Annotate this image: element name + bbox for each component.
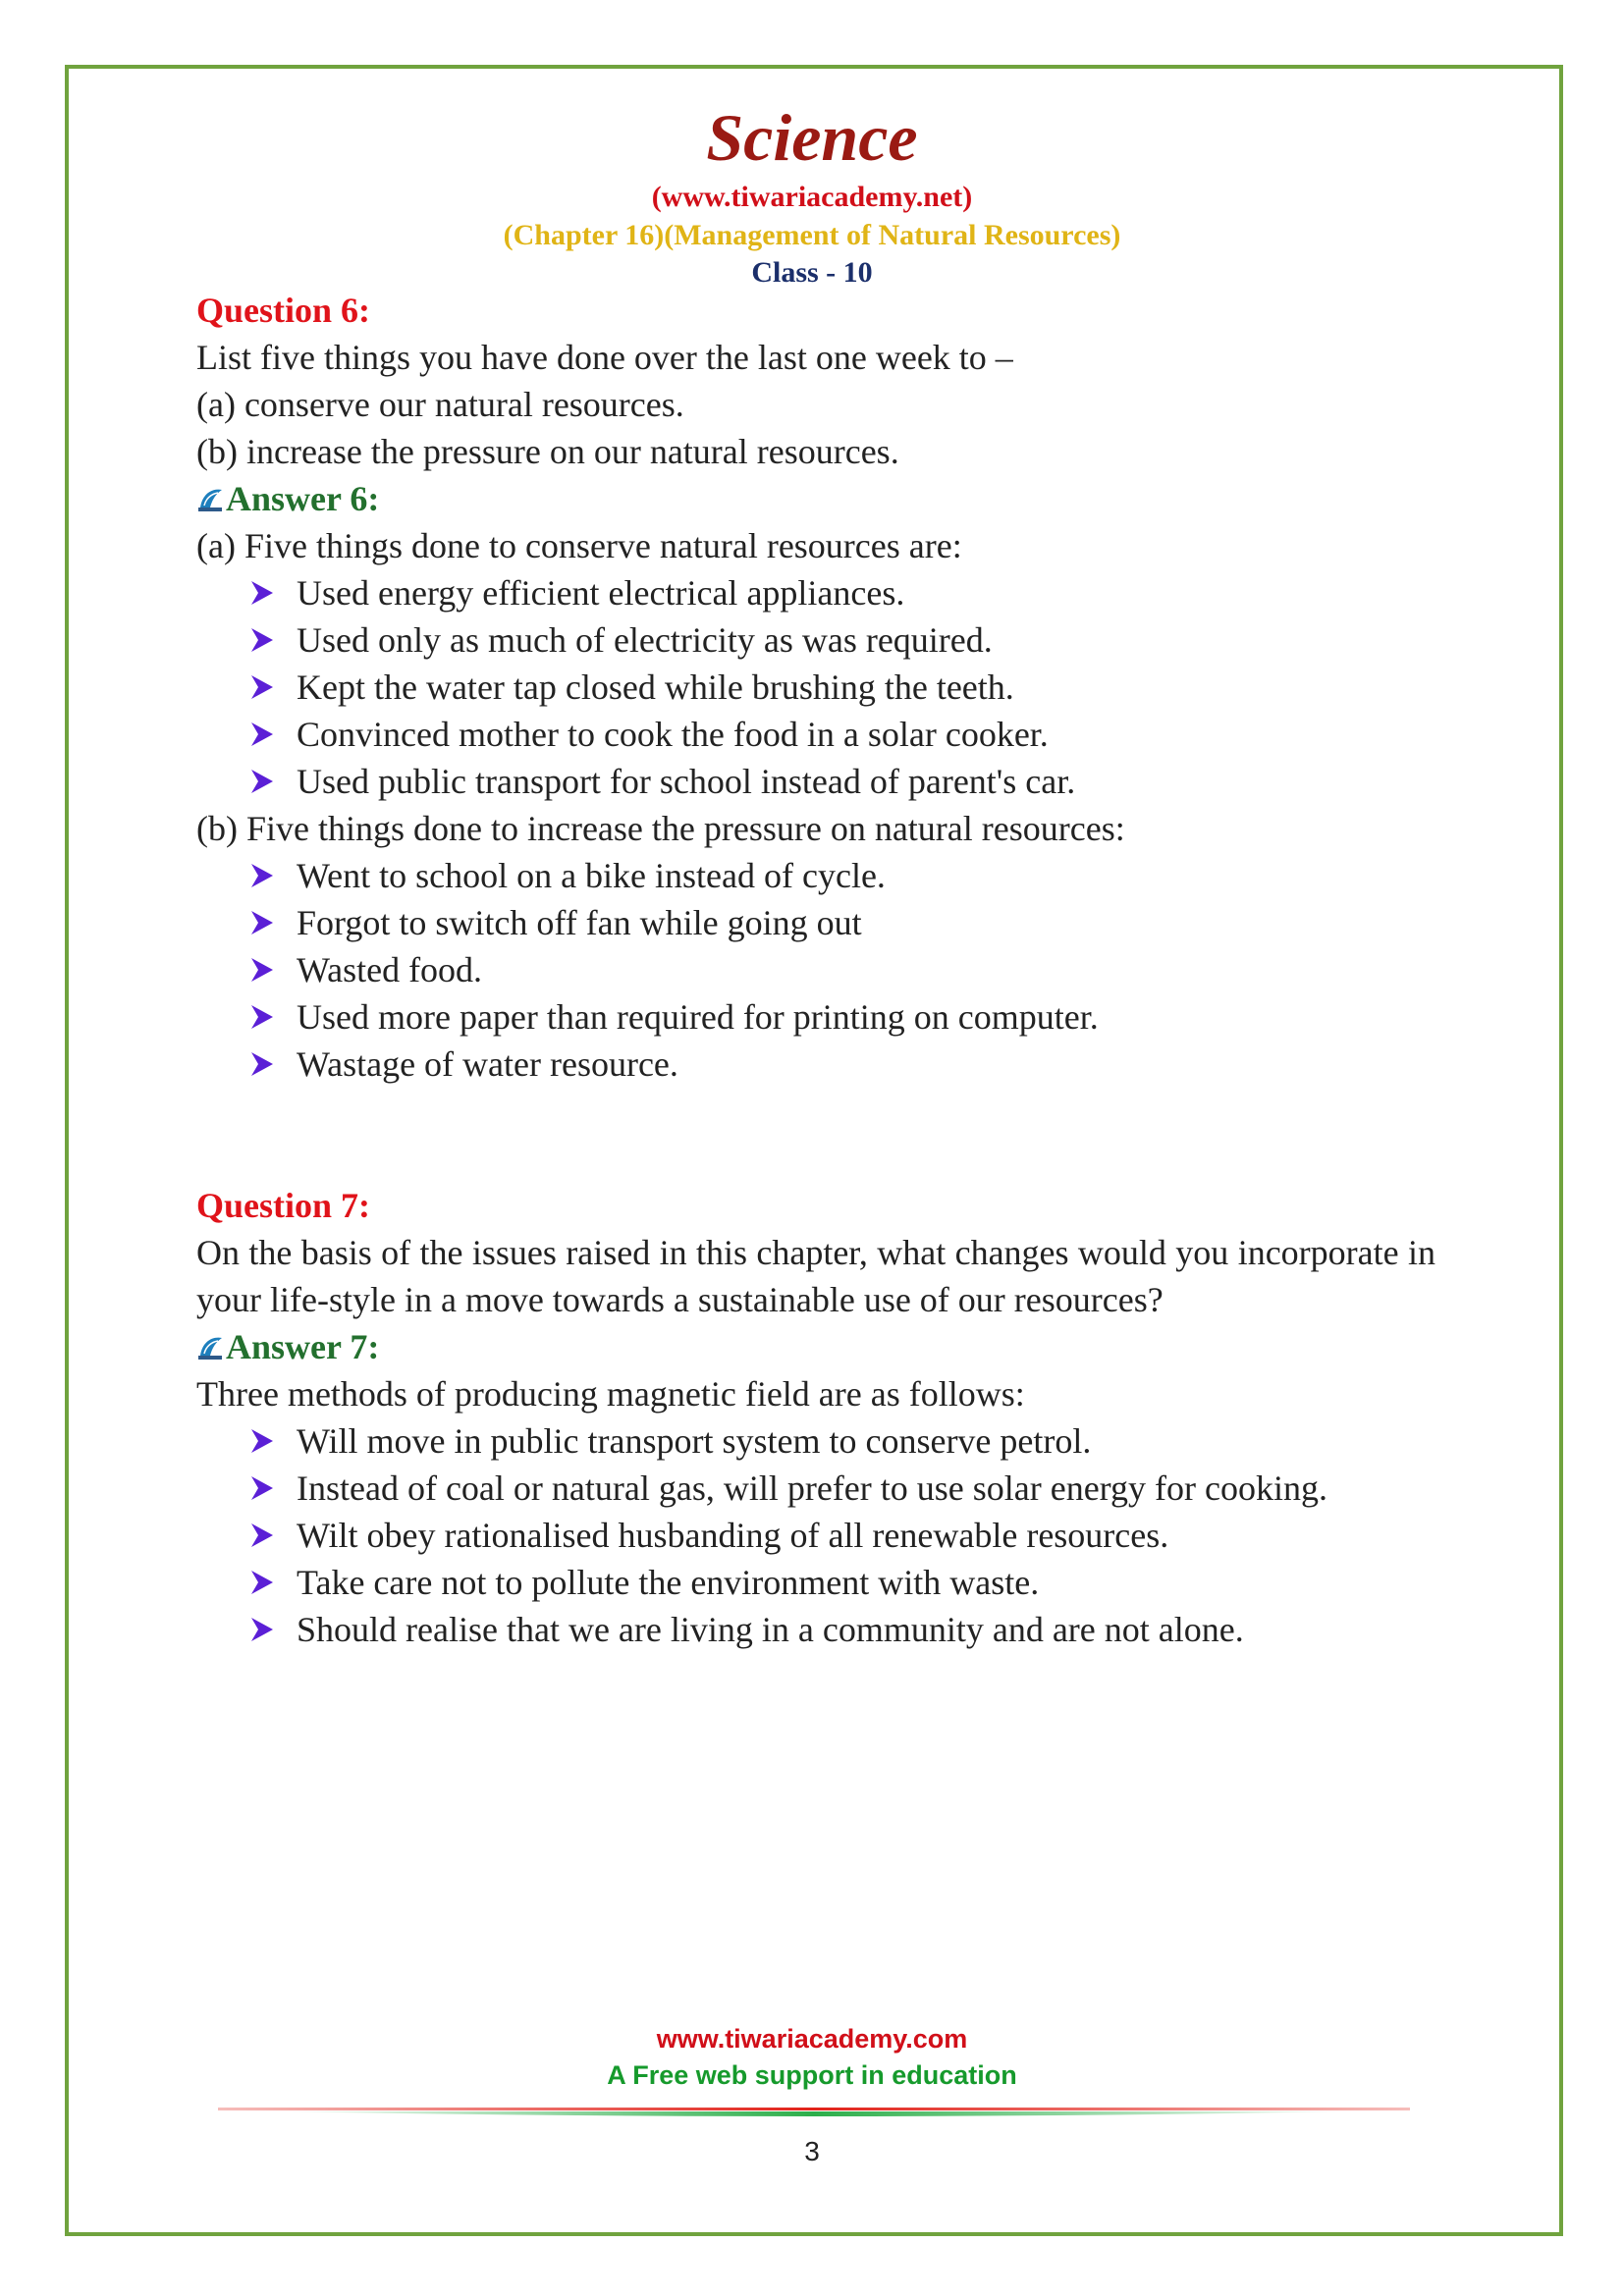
list-item: Used energy efficient electrical appliances. (247, 569, 1435, 616)
arrow-bullet-icon (247, 1426, 277, 1456)
answer-7-label: Answer 7: (226, 1327, 380, 1366)
list-item: Wastage of water resource. (247, 1041, 1435, 1088)
footer-divider (218, 2107, 1410, 2120)
answer-6-list-a (196, 569, 1435, 805)
arrow-bullet-icon (247, 578, 277, 608)
answer-logo-icon (196, 484, 224, 513)
page-number: 3 (804, 2136, 820, 2166)
answer-7-list (196, 1417, 1435, 1653)
arrow-bullet-icon (247, 625, 277, 655)
arrow-bullet-icon (247, 1615, 277, 1644)
arrow-bullet-icon (247, 1521, 277, 1550)
list-item: Used more paper than required for printing on computer. (247, 993, 1435, 1041)
list-item: Will move in public transport system to conserve petrol. (247, 1417, 1435, 1465)
answer-6-list-b (196, 852, 1435, 1088)
answer-6-intro-a: (a) Five things done to conserve natural resources are: (196, 526, 962, 565)
arrow-bullet-icon (247, 1568, 277, 1597)
answer-6-heading (196, 475, 1435, 522)
question-6-line: (b) increase the pressure on our natural resources. (196, 432, 899, 471)
question-7-label: Question 7: (196, 1186, 371, 1225)
list-item: Wilt obey rationalised husbanding of all renewable resources. (247, 1512, 1435, 1559)
page-title: Science (706, 100, 918, 175)
answer-6-label: Answer 6: (226, 479, 380, 518)
arrow-bullet-icon (247, 767, 277, 796)
list-item: Went to school on a bike instead of cycle. (247, 852, 1435, 899)
list-item: Used public transport for school instead of parent's car. (247, 758, 1435, 805)
footer-tagline: A Free web support in education (607, 2060, 1017, 2090)
question-6-label: Question 6: (196, 291, 371, 330)
answer-7-heading (196, 1323, 1435, 1370)
question-6-line: (a) conserve our natural resources. (196, 385, 684, 424)
footer-site-link[interactable]: www.tiwariacademy.com (656, 2024, 968, 2054)
arrow-bullet-icon (247, 672, 277, 702)
question-6-line: List five things you have done over the last one week to – (196, 338, 1013, 377)
list-item: Convinced mother to cook the food in a solar cooker. (247, 711, 1435, 758)
arrow-bullet-icon (247, 861, 277, 890)
list-item: Forgot to switch off fan while going out (247, 899, 1435, 946)
class-label: Class - 10 (751, 256, 873, 289)
arrow-bullet-icon (247, 1473, 277, 1503)
main-content (196, 287, 1435, 1653)
list-item: Used only as much of electricity as was required. (247, 616, 1435, 664)
list-item: Take care not to pollute the environment with waste. (247, 1559, 1435, 1606)
answer-6-intro-b: (b) Five things done to increase the pressure on natural resources: (196, 809, 1125, 848)
arrow-bullet-icon (247, 955, 277, 985)
list-item: Kept the water tap closed while brushing the teeth. (247, 664, 1435, 711)
list-item: Instead of coal or natural gas, will prefer to use solar energy for cooking. (247, 1465, 1435, 1512)
answer-logo-icon (196, 1332, 224, 1362)
header-site-link[interactable]: (www.tiwariacademy.net) (651, 181, 973, 213)
answer-7-intro: Three methods of producing magnetic field are as follows: (196, 1374, 1025, 1414)
arrow-bullet-icon (247, 908, 277, 937)
arrow-bullet-icon (247, 1002, 277, 1032)
list-item: Should realise that we are living in a community and are not alone. (247, 1606, 1435, 1653)
arrow-bullet-icon (247, 720, 277, 749)
question-7-text: On the basis of the issues raised in this chapter, what changes would you incorporate in your life-style in a move towards a sustainable use of our resources? (196, 1233, 1435, 1319)
list-item: Wasted food. (247, 946, 1435, 993)
chapter-heading: (Chapter 16)(Management of Natural Resources) (503, 219, 1121, 251)
arrow-bullet-icon (247, 1049, 277, 1079)
section-spacer (196, 1088, 1435, 1182)
